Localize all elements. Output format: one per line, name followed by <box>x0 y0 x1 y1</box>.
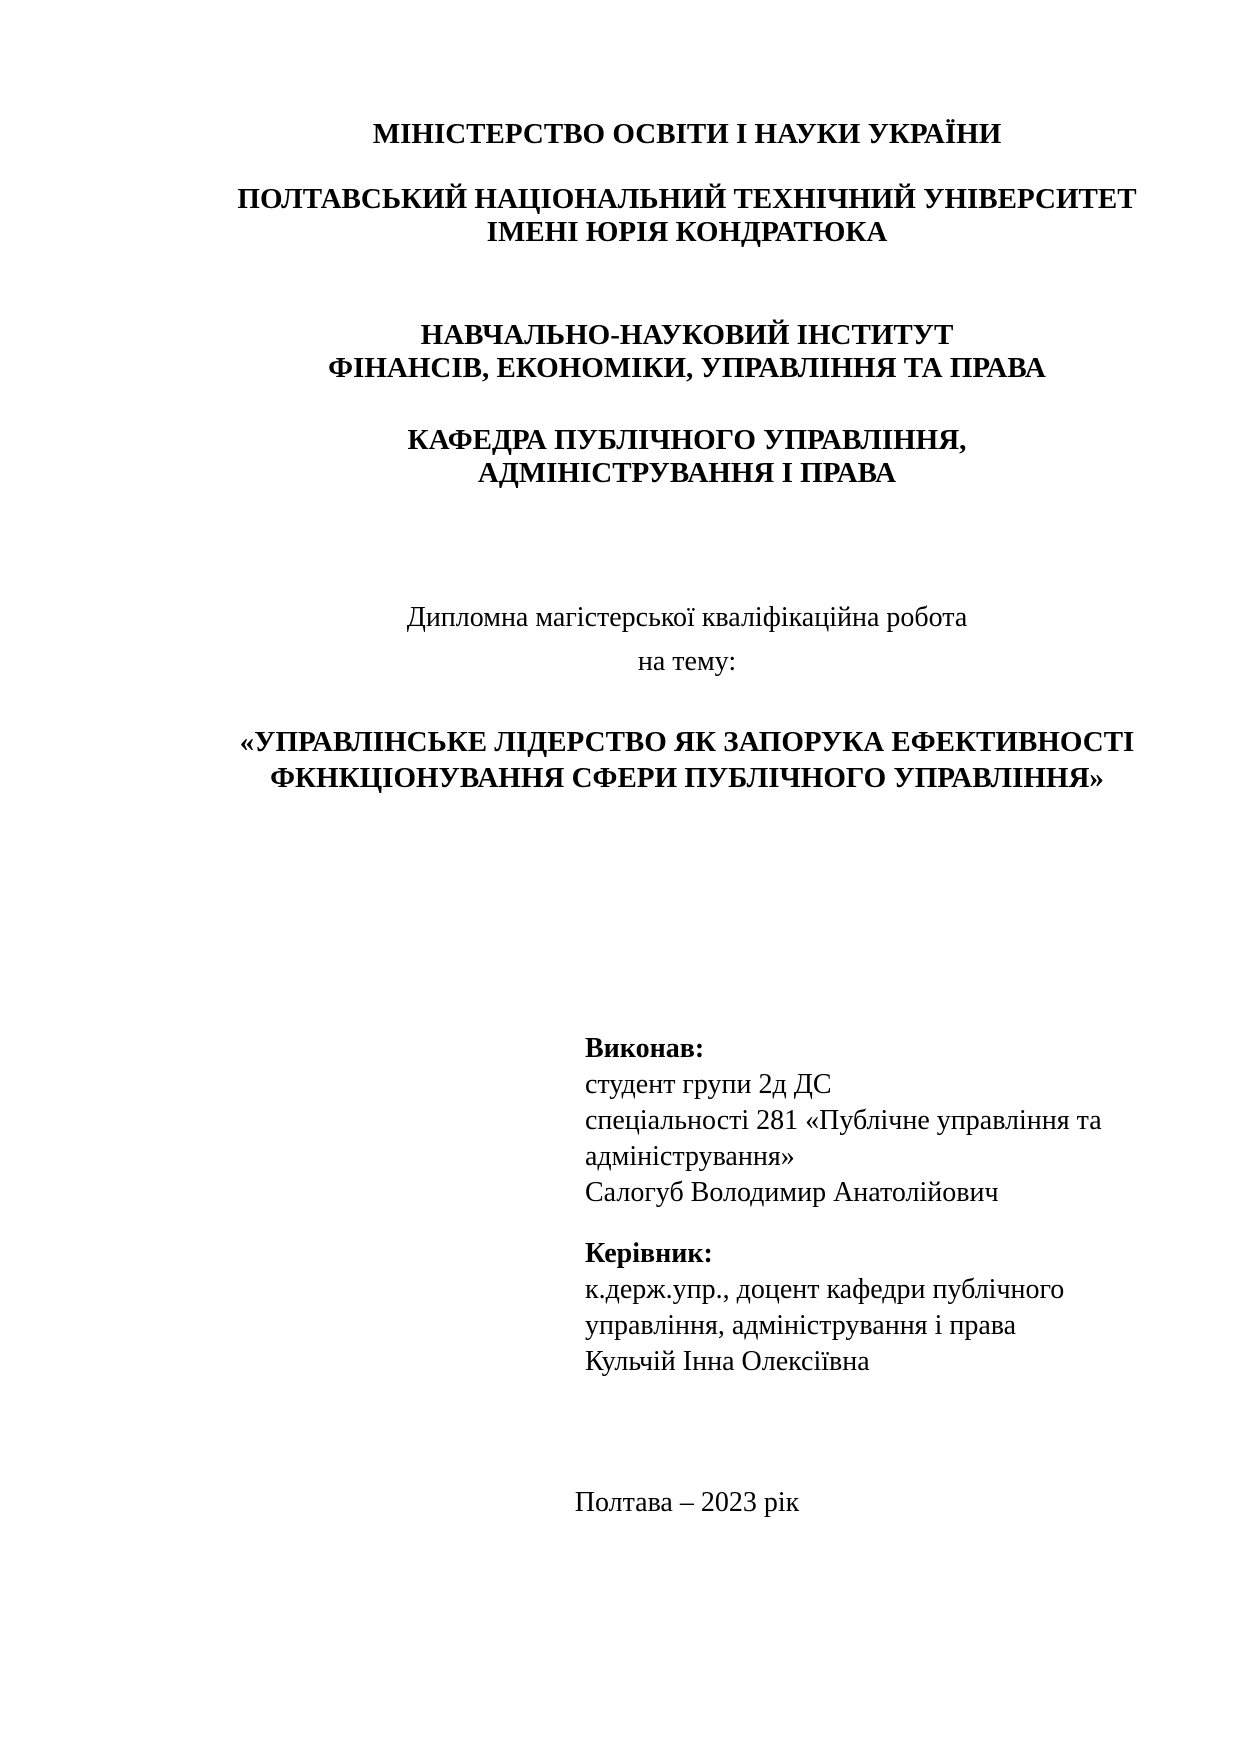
work-title-line-2: ФКНКЦІОНУВАННЯ СФЕРИ ПУБЛІЧНОГО УПРАВЛІННЯ» <box>270 762 1104 794</box>
ministry-line: МІНІСТЕРСТВО ОСВІТИ І НАУКИ УКРАЇНИ <box>372 118 1002 150</box>
institute-line-1: НАВЧАЛЬНО-НАУКОВИЙ ІНСТИТУТ <box>420 319 954 351</box>
supervisor-label: Керівник: <box>585 1238 713 1269</box>
university-line-1: ПОЛТАВСЬКИЙ НАЦІОНАЛЬНИЙ ТЕХНІЧНИЙ УНІВЕРСИТЕТ <box>237 183 1137 215</box>
executor-speciality-line-1: спеціальності 281 «Публічне управління та <box>585 1105 1102 1136</box>
institute-line-2: ФІНАНСІВ, ЕКОНОМІКИ, УПРАВЛІННЯ ТА ПРАВА <box>328 352 1046 384</box>
work-title-line-1: «УПРАВЛІНСЬКЕ ЛІДЕРСТВО ЯК ЗАПОРУКА ЕФЕКТИВНОСТІ <box>239 726 1135 758</box>
department-line-2: АДМІНІСТРУВАННЯ І ПРАВА <box>477 457 897 489</box>
executor-label: Виконав: <box>585 1033 705 1064</box>
department-line-1: КАФЕДРА ПУБЛІЧНОГО УПРАВЛІННЯ, <box>407 424 967 456</box>
work-title <box>180 724 1194 796</box>
university-line-2: ІМЕНІ ЮРІЯ КОНДРАТЮКА <box>486 216 888 248</box>
university-heading <box>180 183 1194 249</box>
ministry-heading <box>180 118 1194 151</box>
topic-label: на тему: <box>637 646 737 677</box>
executor-group-line: студент групи 2д ДС <box>585 1069 832 1100</box>
work-type-block <box>180 596 1194 684</box>
work-type-line: Дипломна магістерської кваліфікаційна робота <box>406 602 968 633</box>
executor-name: Салогуб Володимир Анатолійович <box>585 1177 999 1208</box>
executor-block <box>585 1031 1160 1211</box>
supervisor-degree-line-2: управління, адміністрування і права <box>585 1310 1017 1341</box>
supervisor-name: Кульчій Інна Олексіївна <box>585 1346 870 1377</box>
institute-heading <box>180 319 1194 385</box>
department-heading <box>180 424 1194 490</box>
supervisor-degree-line-1: к.держ.упр., доцент кафедри публічного <box>585 1274 1065 1305</box>
supervisor-block <box>585 1236 1160 1380</box>
executor-speciality-line-2: адміністрування» <box>585 1141 795 1172</box>
city-year-line: Полтава – 2023 рік <box>574 1487 800 1518</box>
